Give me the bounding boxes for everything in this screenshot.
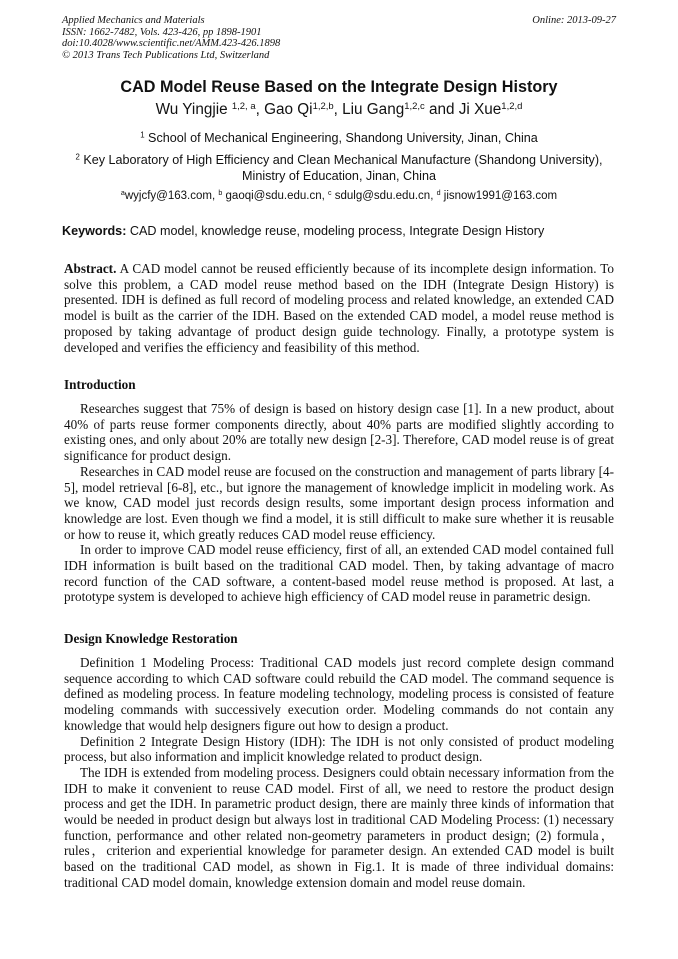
- author-affiliation-mark: 1,2,d: [501, 100, 523, 112]
- affiliation-mark: 2: [75, 152, 80, 162]
- author-list: [0, 101, 678, 119]
- journal-name: Applied Mechanics and Materials: [62, 15, 205, 26]
- author-name: Gao Qi: [264, 101, 313, 118]
- email: wyjcfy@163.com,: [124, 190, 219, 202]
- affiliation-text: Key Laboratory of High Efficiency and Clean Mechanical Manufacture (Shandong University),: [79, 153, 603, 167]
- restoration-body: [64, 655, 614, 891]
- keywords-label: Keywords:: [62, 224, 127, 238]
- author-emails: [0, 190, 678, 202]
- affiliation-2: [0, 153, 678, 184]
- introduction-body: [64, 401, 614, 605]
- email-mark: b: [218, 189, 223, 198]
- author-affiliation-mark: 1,2,c: [404, 100, 425, 112]
- issn: ISSN: 1662-7482, Vols. 423-426, pp 1898-1901: [62, 26, 262, 38]
- author-affiliation-mark: 1,2, a: [231, 100, 256, 112]
- abstract: [64, 261, 614, 355]
- affiliation-mark: 1: [140, 130, 145, 140]
- paper-title: CAD Model Reuse Based on the Integrate Design History: [120, 78, 558, 96]
- paragraph: Researches in CAD model reuse are focused on the construction and management of parts library [4-5], model retrieval [6-8], etc., but ignore the management of knowledge implicit in modeling work. As we know, CAD model just records design results, some important design process information and knowledge are lost. Even though we find a model, it is still difficult to make sure whether it is reusable or how to reuse it, which greatly reduces CAD model reuse efficiency.: [64, 463, 614, 542]
- paragraph: Definition 2 Integrate Design History (IDH): The IDH is not only consisted of product modeling process, but also information and implicit knowledge related to product design.: [64, 733, 614, 765]
- author-name: Ji Xue: [458, 101, 502, 118]
- author-name: Liu Gang: [342, 101, 405, 118]
- section-heading-design-knowledge-restoration: Design Knowledge Restoration: [64, 631, 238, 646]
- paragraph: Researches suggest that 75% of design is based on history design case [1]. In a new product, about 40% of parts reuse former components directly, about 40% parts are modified slightly according to existing ones, and only about 20% are totally new design [2-3]. Therefore, CAD model reuse is of great significance for product design.: [64, 401, 614, 464]
- email-mark: c: [328, 189, 332, 198]
- journal-header: [62, 15, 280, 61]
- author-separator: ,: [333, 101, 343, 118]
- doi: doi:10.4028/www.scientific.net/AMM.423-426.1898: [62, 38, 281, 50]
- email-mark: d: [436, 189, 441, 198]
- email: gaoqi@sdu.edu.cn,: [222, 190, 328, 202]
- online-date: Online: 2013-09-27: [532, 15, 616, 26]
- copyright: © 2013 Trans Tech Publications Ltd, Switzerland: [62, 49, 270, 61]
- author-name: Wu Yingjie: [155, 101, 232, 118]
- author-separator: and: [424, 101, 459, 118]
- affiliation-text: School of Mechanical Engineering, Shandong University, Jinan, China: [144, 131, 538, 145]
- paragraph: In order to improve CAD model reuse efficiency, first of all, an extended CAD model contained full IDH information is built based on the traditional CAD model. Then, by taking advantage of macro record function of the CAD software, a content-based model reuse method is proposed. At last, a prototype system is developed to achieve high efficiency of CAD model reuse in parametric design.: [64, 542, 614, 605]
- keywords-text: CAD model, knowledge reuse, modeling process, Integrate Design History: [126, 224, 545, 238]
- email: jisnow1991@163.com: [440, 190, 558, 202]
- author-separator: ,: [255, 101, 265, 118]
- affiliation-text: Ministry of Education, Jinan, China: [242, 168, 436, 183]
- keywords: [62, 224, 544, 238]
- paragraph: Definition 1 Modeling Process: Traditional CAD models just record complete design command sequence according to which CAD software could rebuild the CAD model. The command sequence is defined as modeling process. In feature modeling technology, modeling process is consisted of feature modeling commands with successively execution order. Modeling commands do not contain any knowledge that would help designers figure out how to design a product.: [64, 655, 614, 733]
- section-heading-introduction: Introduction: [64, 377, 136, 392]
- abstract-label: Abstract.: [64, 261, 117, 276]
- paragraph: The IDH is extended from modeling process. Designers could obtain necessary information from the IDH to make it convenient to reuse CAD model. First of all, we need to restore the product design process and get the IDH. In parametric product design, there are mainly three kinds of information that would be needed in product design but always lost in traditional CAD Modeling Process: (1) necessary function, performance and other related non-geometry parameters in product design; (2) formula，rules，criterion and experiential knowledge for parameter design. An extended CAD model is built based on the traditional CAD model, as shown in Fig.1. It is made of three individual domains: traditional CAD model domain, knowledge extension domain and model reuse domain.: [64, 764, 614, 890]
- affiliation-1: [0, 131, 678, 147]
- author-affiliation-mark: 1,2,b: [312, 100, 334, 112]
- abstract-text: A CAD model cannot be reused efficiently because of its incomplete design information. To solve this problem, a CAD model reuse method based on the IDH (Integrate Design History) is presented. IDH is defined as full record of modeling process and related knowledge, an extended CAD model is built as the carrier of the IDH. Based on the extended CAD model, a model reuse method is proposed by taking advantage of product design guide technology. Finally, a prototype system is developed and verifies the efficiency and feasibility of this method.: [64, 261, 614, 355]
- email-mark: a: [120, 189, 125, 198]
- email: sdulg@sdu.edu.cn,: [331, 190, 437, 202]
